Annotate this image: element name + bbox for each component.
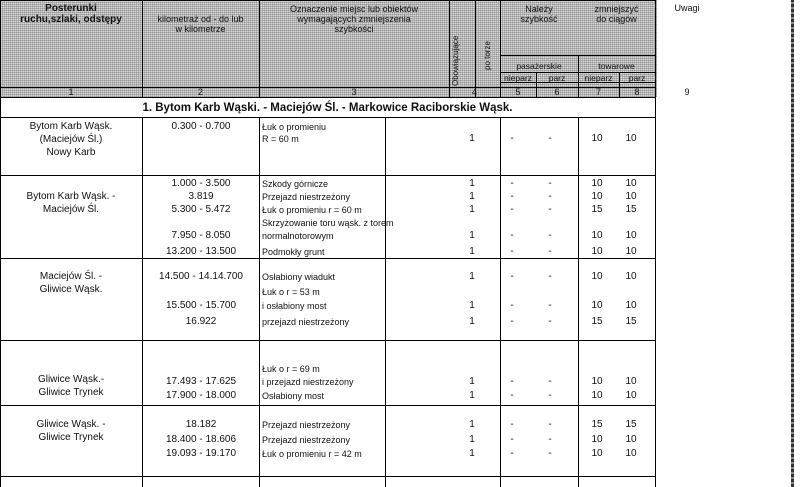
freight-parz-value: 10: [625, 191, 637, 202]
obstacle-description: normalnotorowym: [262, 231, 334, 241]
freight-parz-value: 10: [625, 390, 637, 401]
header-freight-parz: parz: [628, 73, 646, 83]
header-col-description: Oznaczenie miejsc lub obiektów wymagających zmniejszenia szybkości: [289, 4, 419, 34]
freight-nieparz-value: 15: [591, 419, 603, 430]
freight-nieparz-value: 10: [591, 133, 603, 144]
passenger-nieparz-value: -: [510, 434, 514, 445]
scan-edge: [791, 0, 794, 487]
track-value: 1: [469, 376, 475, 387]
track-value: 1: [469, 191, 475, 202]
km-value: 16.922: [185, 316, 217, 327]
km-value: 18.400 - 18.606: [165, 434, 237, 445]
track-value: 1: [469, 316, 475, 327]
header-freight-nieparz: nieparz: [584, 73, 613, 83]
freight-parz-value: 10: [625, 246, 637, 257]
passenger-nieparz-value: -: [510, 419, 514, 430]
km-value: 5.300 - 5.472: [171, 204, 231, 215]
header-col-reduce: zmniejszyć do ciągów: [594, 4, 639, 24]
station-name: Bytom Karb Wąsk. -: [26, 191, 116, 202]
col-number-8: 8: [634, 87, 640, 97]
col-number-4: 4: [471, 87, 477, 97]
header-col-remarks: Uwagi: [674, 3, 700, 13]
passenger-nieparz-value: -: [510, 271, 514, 282]
km-value: 13.200 - 13.500: [165, 246, 237, 257]
station-name: Gliwice Trynek: [38, 432, 104, 443]
track-value: 1: [469, 133, 475, 144]
km-value: 15.500 - 15.700: [165, 300, 237, 311]
freight-parz-value: 10: [625, 300, 637, 311]
station-name: Gliwice Trynek: [38, 387, 104, 398]
passenger-nieparz-value: -: [510, 448, 514, 459]
freight-parz-value: 10: [625, 271, 637, 282]
col-number-9: 9: [684, 87, 690, 97]
obstacle-description: Łuk o promieniu r = 42 m: [262, 449, 362, 459]
freight-parz-value: 10: [625, 133, 637, 144]
obstacle-description: Łuk o r = 53 m: [262, 287, 320, 297]
km-value: 14.500 - 14.14.700: [159, 271, 243, 282]
col-number-7: 7: [595, 87, 601, 97]
track-value: 1: [469, 434, 475, 445]
obstacle-description: Przejazd niestrzeżony: [262, 192, 351, 202]
header-pass-parz: parz: [548, 73, 566, 83]
track-value: 1: [469, 271, 475, 282]
header-col-speed: Należy szybkość: [520, 4, 558, 24]
station-name: Gliwice Wąsk.: [39, 284, 103, 295]
station-name: Gliwice Wąsk.-: [37, 374, 105, 385]
header-pass-nieparz: nieparz: [504, 73, 532, 83]
km-value: 17.493 - 17.625: [165, 376, 237, 387]
freight-parz-value: 10: [625, 434, 637, 445]
passenger-nieparz-value: -: [510, 300, 514, 311]
km-value: 0.300 - 0.700: [171, 121, 231, 132]
passenger-parz-value: -: [548, 204, 552, 215]
passenger-parz-value: -: [548, 271, 552, 282]
km-value: 18.182: [185, 419, 217, 430]
header-col-stations: Posterunki ruchu,szlaki, odstępy: [20, 3, 122, 25]
passenger-parz-value: -: [548, 390, 552, 401]
freight-nieparz-value: 10: [591, 246, 603, 257]
obstacle-description: Szkody górnicze: [262, 179, 329, 189]
obstacle-description: i osłabiony most: [262, 301, 327, 311]
station-name: (Maciejów Śl.): [39, 134, 103, 145]
obstacle-description: Podmokły grunt: [262, 247, 325, 257]
freight-nieparz-value: 10: [591, 191, 603, 202]
station-name: Maciejów Śl.: [42, 204, 100, 215]
freight-nieparz-value: 10: [591, 300, 603, 311]
col-number-1: 1: [68, 87, 74, 97]
freight-nieparz-value: 10: [591, 434, 603, 445]
passenger-parz-value: -: [548, 133, 552, 144]
freight-nieparz-value: 10: [591, 448, 603, 459]
obstacle-description: Łuk o promieniu: [262, 122, 327, 132]
obstacle-description: i przejazd niestrzeżony: [262, 377, 354, 387]
obstacle-description: Skrzyżowanie toru wąsk. z torem: [262, 218, 394, 228]
passenger-parz-value: -: [548, 230, 552, 241]
passenger-nieparz-value: -: [510, 178, 514, 189]
track-value: 1: [469, 246, 475, 257]
passenger-parz-value: -: [548, 316, 552, 327]
freight-parz-value: 10: [625, 178, 637, 189]
track-value: 1: [469, 448, 475, 459]
freight-nieparz-value: 15: [591, 204, 603, 215]
obstacle-description: Łuk o promieniu r = 60 m: [262, 205, 362, 215]
passenger-nieparz-value: -: [510, 204, 514, 215]
freight-parz-value: 10: [625, 448, 637, 459]
header-col-track-sub: po torze: [483, 41, 492, 70]
freight-nieparz-value: 10: [591, 376, 603, 387]
col-number-5: 5: [515, 87, 521, 97]
km-value: 19.093 - 19.170: [165, 448, 237, 459]
freight-parz-value: 15: [625, 316, 637, 327]
passenger-nieparz-value: -: [510, 376, 514, 387]
passenger-nieparz-value: -: [510, 230, 514, 241]
passenger-nieparz-value: -: [510, 316, 514, 327]
passenger-parz-value: -: [548, 300, 552, 311]
track-value: 1: [469, 230, 475, 241]
section-title: 1. Bytom Karb Wąski. - Maciejów Śl. - Markowice Raciborskie Wąsk.: [142, 102, 513, 114]
track-value: 1: [469, 178, 475, 189]
passenger-parz-value: -: [548, 191, 552, 202]
obstacle-description: Przejazd niestrzeżony: [262, 420, 351, 430]
km-value: 17.900 - 18.000: [165, 390, 237, 401]
track-value: 1: [469, 390, 475, 401]
passenger-nieparz-value: -: [510, 390, 514, 401]
header-freight: towarowe: [598, 61, 635, 71]
passenger-parz-value: -: [548, 246, 552, 257]
passenger-nieparz-value: -: [510, 191, 514, 202]
passenger-parz-value: -: [548, 448, 552, 459]
col-number-6: 6: [554, 87, 560, 97]
obstacle-description: Osłabiony most: [262, 391, 325, 401]
header-col-km: kilometraż od - do lub w kilometrze: [157, 14, 244, 34]
km-value: 7.950 - 8.050: [171, 230, 231, 241]
passenger-nieparz-value: -: [510, 133, 514, 144]
freight-nieparz-value: 10: [591, 230, 603, 241]
track-value: 1: [469, 204, 475, 215]
freight-nieparz-value: 10: [591, 390, 603, 401]
freight-nieparz-value: 10: [591, 178, 603, 189]
obstacle-description: przejazd niestrzeżony: [262, 317, 350, 327]
passenger-parz-value: -: [548, 376, 552, 387]
freight-parz-value: 10: [625, 230, 637, 241]
obstacle-description: Osłabiony wiadukt: [262, 272, 336, 282]
obstacle-description: Przejazd niestrzeżony: [262, 435, 351, 445]
passenger-parz-value: -: [548, 434, 552, 445]
freight-nieparz-value: 10: [591, 271, 603, 282]
col-number-3: 3: [351, 87, 357, 97]
freight-parz-value: 15: [625, 204, 637, 215]
passenger-nieparz-value: -: [510, 246, 514, 257]
km-value: 3.819: [188, 191, 214, 202]
station-name: Gliwice Wąsk. -: [36, 419, 106, 430]
km-value: 1.000 - 3.500: [171, 178, 231, 189]
passenger-parz-value: -: [548, 419, 552, 430]
col-number-2: 2: [197, 87, 203, 97]
station-name: Maciejów Śl. -: [39, 271, 103, 282]
obstacle-description: Łuk o r = 69 m: [262, 364, 320, 374]
track-value: 1: [469, 419, 475, 430]
passenger-parz-value: -: [548, 178, 552, 189]
header-col-track-label: Obowiązujące: [451, 35, 460, 86]
station-name: Bytom Karb Wąsk.: [29, 121, 113, 132]
track-value: 1: [469, 300, 475, 311]
header-passenger: pasażerskie: [516, 61, 562, 71]
obstacle-description: R = 60 m: [262, 134, 299, 144]
freight-parz-value: 10: [625, 376, 637, 387]
station-name: Nowy Karb: [46, 147, 96, 158]
freight-parz-value: 15: [625, 419, 637, 430]
freight-nieparz-value: 15: [591, 316, 603, 327]
